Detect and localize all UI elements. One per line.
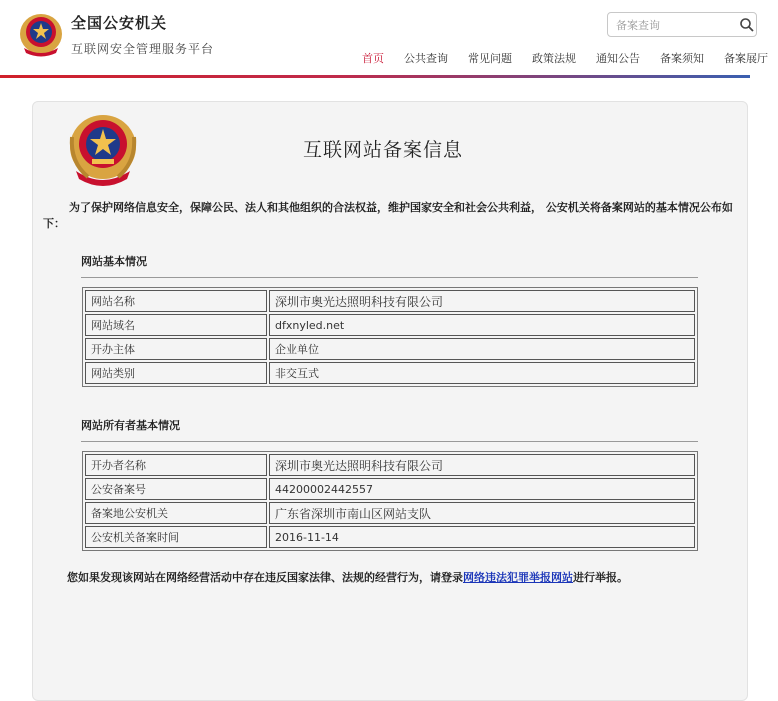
search-box (607, 12, 757, 37)
nav-item-filing-gallery[interactable]: 备案展厅 (724, 52, 768, 65)
table-row (85, 502, 695, 524)
row-label: 开办主体 (85, 338, 267, 360)
main-nav (352, 50, 778, 68)
header-divider (0, 75, 750, 78)
section-divider (81, 277, 698, 278)
table-row (85, 478, 695, 500)
website-basic-table (82, 287, 698, 387)
row-value: 深圳市奥光达照明科技有限公司 (269, 290, 695, 312)
nav-item-filing-notes[interactable]: 备案须知 (660, 52, 704, 65)
row-value: 广东省深圳市南山区网站支队 (269, 502, 695, 524)
table-row (85, 290, 695, 312)
site-title: 全国公安机关 (71, 14, 168, 32)
site-subtitle: 互联网安全管理服务平台 (71, 42, 215, 56)
row-label: 网站域名 (85, 314, 267, 336)
row-label: 网站类别 (85, 362, 267, 384)
section-heading-website-basic: 网站基本情况 (81, 255, 147, 268)
row-value: 企业单位 (269, 338, 695, 360)
row-label: 公安备案号 (85, 478, 267, 500)
row-value: 44200002442557 (269, 478, 695, 500)
owner-basic-table (82, 451, 698, 551)
row-label: 开办者名称 (85, 454, 267, 476)
row-value: 深圳市奥光达照明科技有限公司 (269, 454, 695, 476)
row-value: 非交互式 (269, 362, 695, 384)
nav-item-policies[interactable]: 政策法规 (532, 52, 576, 65)
page-title: 互联网站备案信息 (302, 139, 463, 161)
report-text (67, 569, 628, 585)
nav-item-notices[interactable]: 通知公告 (596, 52, 640, 65)
header (0, 0, 768, 78)
row-value: dfxnyled.net (269, 314, 695, 336)
intro-text: 为了保护网络信息安全，保障公民、法人和其他组织的合法权益，维护国家安全和社会公共利益， 公安机关将备案网站的基本情况公布如下： (43, 201, 733, 230)
search-icon[interactable] (739, 17, 755, 33)
row-label: 备案地公安机关 (85, 502, 267, 524)
row-label: 网站名称 (85, 290, 267, 312)
section-divider (81, 441, 698, 442)
nav-item-public-query[interactable]: 公共查询 (404, 52, 448, 65)
content-panel (32, 101, 748, 701)
report-suffix: 进行举报。 (573, 571, 628, 584)
nav-item-home[interactable]: 首页 (362, 52, 384, 65)
table-row (85, 314, 695, 336)
report-link[interactable]: 网络违法犯罪举报网站 (463, 571, 573, 584)
table-row (85, 454, 695, 476)
table-row (85, 526, 695, 548)
search-input[interactable] (614, 15, 728, 36)
row-label: 公安机关备案时间 (85, 526, 267, 548)
police-emblem-icon (18, 8, 64, 56)
row-value: 2016-11-14 (269, 526, 695, 548)
table-row (85, 338, 695, 360)
report-prefix: 您如果发现该网站在网络经营活动中存在违反国家法律、法规的经营行为，请登录 (67, 571, 463, 584)
table-row (85, 362, 695, 384)
nav-item-faq[interactable]: 常见问题 (468, 52, 512, 65)
section-heading-owner-basic: 网站所有者基本情况 (81, 419, 180, 432)
